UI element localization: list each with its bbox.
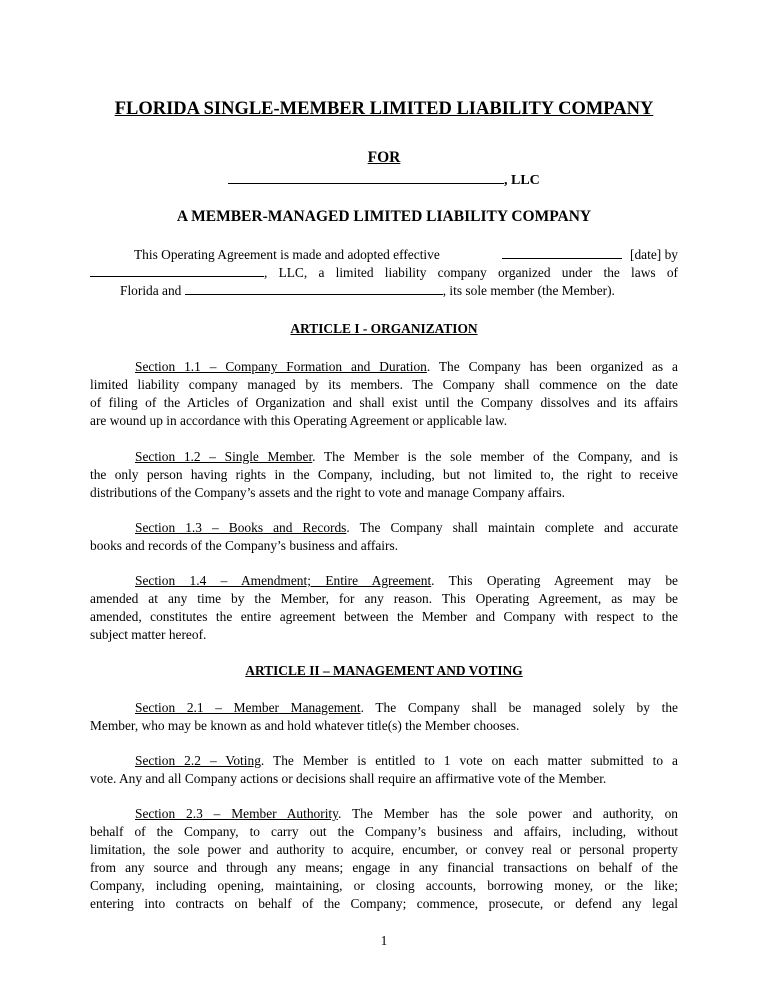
for-heading: FOR bbox=[367, 149, 401, 166]
company-name-line bbox=[228, 171, 540, 190]
section-2-2-heading: Section 2.2 – Voting bbox=[135, 753, 261, 768]
date-blank[interactable] bbox=[502, 246, 622, 259]
section-1-1: Section 1.1 – Company Formation and Duration. The Company has been organized as a limited liability company managed by its members. The Company shall commence on the date of filing of the Articles of Organization and shall exist until the Company dissolves and its affairs are wound up in accordance with this Operating Agreement or applicable law. bbox=[90, 359, 678, 428]
section-2-2: Section 2.2 – Voting. The Member is entitled to 1 vote on each matter submitted to a vote. Any and all Company actions or decisions shall require an affirmative vote of the Member. bbox=[90, 753, 678, 786]
section-1-3: Section 1.3 – Books and Records. The Company shall maintain complete and accurate books and records of the Company’s business and affairs. bbox=[90, 520, 679, 553]
company-name-blank[interactable] bbox=[228, 171, 504, 184]
intro-text-1: This Operating Agreement is made and adopted effective bbox=[134, 247, 440, 262]
intro-text-4: Florida and bbox=[120, 283, 182, 298]
article-2-heading: ARTICLE II – MANAGEMENT AND VOTING bbox=[245, 663, 523, 678]
intro-text-5: , its sole member (the Member). bbox=[442, 283, 615, 298]
section-2-1-heading: Section 2.1 – Member Management bbox=[135, 700, 361, 715]
section-1-1-heading: Section 1.1 – Company Formation and Duration bbox=[135, 359, 427, 374]
member-name-blank[interactable] bbox=[185, 282, 443, 295]
page-number: 1 bbox=[380, 933, 388, 948]
section-1-4: Section 1.4 – Amendment; Entire Agreement. This Operating Agreement may be amended at any time by the Member, for any reason. This Operating Agreement, as may be amended, constitutes the entire agreement between the Member and Company with respect to the subject matter hereof. bbox=[90, 573, 678, 642]
llc-name-blank[interactable] bbox=[90, 264, 264, 277]
section-1-2-heading: Section 1.2 – Single Member bbox=[135, 449, 313, 464]
section-2-3-heading: Section 2.3 – Member Authority bbox=[135, 806, 338, 821]
section-2-3: Section 2.3 – Member Authority. The Member has the sole power and authority, on behalf of the Company, to carry out the Company’s business and affairs, including, without limitation, the sole power and authority to acquire, encumber, or convey real or personal property from any source and through any means; engage in any financial transactions on behalf of the Company, including opening, maintaining, or closing accounts, borrowing money, or the like; entering into contracts on behalf of the Company; commence, prosecute, or defend any legal bbox=[90, 806, 678, 911]
document-subtitle: A MEMBER-MANAGED LIMITED LIABILITY COMPANY bbox=[176, 208, 592, 225]
intro-paragraph bbox=[90, 246, 678, 300]
section-1-4-heading: Section 1.4 – Amendment; Entire Agreement bbox=[135, 573, 432, 588]
intro-text-2: [date] by bbox=[630, 247, 678, 262]
section-1-3-heading: Section 1.3 – Books and Records bbox=[135, 520, 347, 535]
document-title: FLORIDA SINGLE-MEMBER LIMITED LIABILITY COMPANY bbox=[114, 99, 654, 119]
section-2-1: Section 2.1 – Member Management. The Company shall be managed solely by the Member, who may be known as and hold whatever title(s) the Member chooses. bbox=[90, 700, 678, 733]
article-1-heading: ARTICLE I - ORGANIZATION bbox=[290, 321, 478, 336]
llc-suffix: , LLC bbox=[504, 173, 540, 188]
intro-text-3: , LLC, a limited liability company organized under the laws of bbox=[264, 265, 678, 280]
section-1-2: Section 1.2 – Single Member. The Member is the sole member of the Company, and is the only person having rights in the Company, including, but not limited to, the right to receive distributions of the Company’s assets and the right to vote and manage Company affairs. bbox=[90, 449, 678, 500]
